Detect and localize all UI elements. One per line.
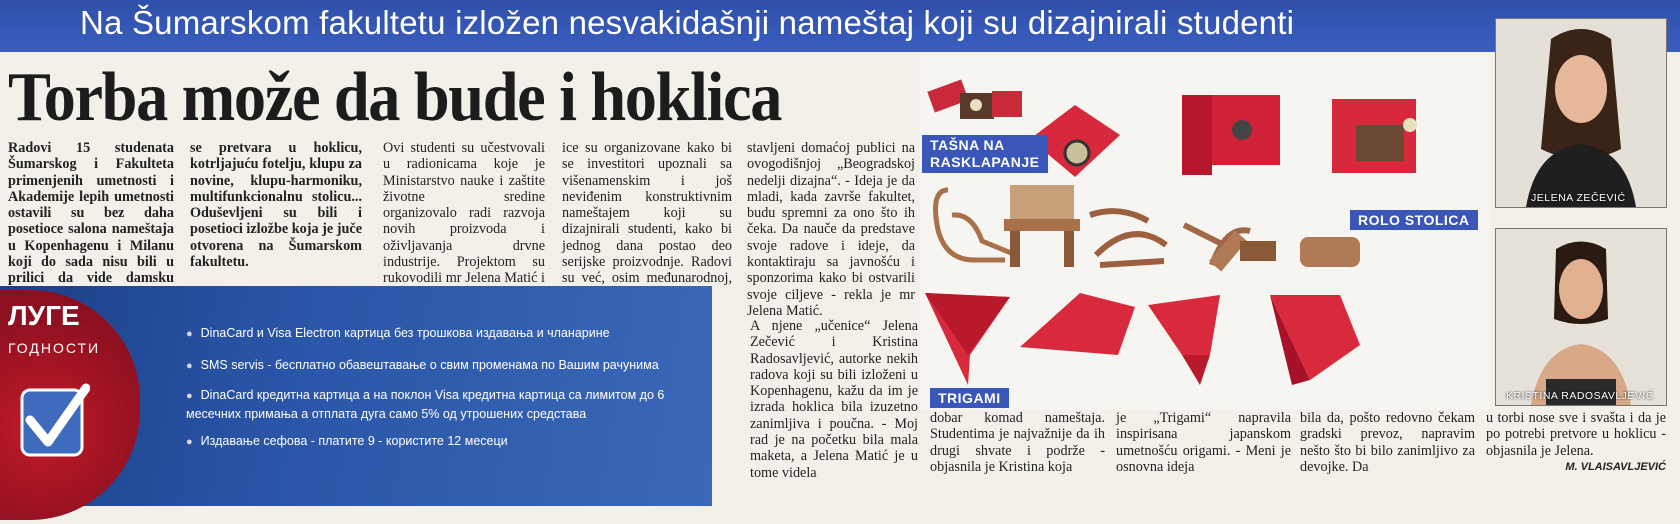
portrait-kristina — [1495, 228, 1667, 406]
article-column-8: bila da, pošto redovno čekam gradski prevoz, napravim nešto što bi bilo zanimljivo za devojke. Da — [1300, 410, 1475, 475]
person-photo — [1496, 229, 1666, 405]
furniture-photo-panel — [920, 55, 1490, 410]
ad-subtitle: ГОДНОСТИ — [8, 340, 101, 356]
trigami-image-4 — [1270, 295, 1360, 385]
banner-title: Na Šumarskom fakultetu izložen nesvakidašnji nameštaj koji su dizajnirali studenti — [80, 4, 1295, 41]
article-column-9 — [1486, 410, 1666, 475]
article-column-7: je „Trigami“ napravila inspirisana japanskom umetnošću origami. - Meni je osnovna ideja — [1116, 410, 1291, 475]
roll-stool-image — [1300, 237, 1360, 267]
ad-item-text: DinaCard и Visa Electron картица без трошкова издавања и чланарине — [200, 326, 610, 340]
ad-item — [186, 324, 706, 343]
article-column-2: se pretvara u hoklicu, kotrljajuću fotelju, klupu za novine, klupu-harmoniku, multifunkcionalnu stolicu... Oduševljeni su bili i posetioci izložbe koja je juče otvorena na Šumarskom fakultetu. — [190, 140, 362, 271]
label-bag: TAŠNA NA RASKLAPANJE — [922, 135, 1048, 173]
portrait-jelena — [1495, 18, 1667, 208]
rolo-chair-image — [1209, 231, 1276, 272]
bag-open-image — [1182, 95, 1280, 175]
label-trigami: TRIGAMI — [930, 388, 1009, 408]
slat-chair-image — [1004, 185, 1080, 267]
bullet-icon: ● — [186, 390, 193, 402]
trigami-image-1 — [925, 293, 1010, 385]
article-column-1: Radovi 15 studenata Šumarskog i Fakulteta primenjenih umetnosti i Akademije lepih umetnosti ostavili su bez daha posetioce salona nameštaja u Kopenhagenu i Milanu koji do sada nisu bili u prilici da vide damsku — [8, 140, 174, 287]
article-column-3: Ovi studenti su učestvovali u radionicama koje je Ministarstvo nauke i zaštite životne sredine organizovalo radi razvoja novih proizvoda i oživljavanja drvne industrije. Projektom su rukovodili mr Jelena Matić i — [383, 140, 545, 287]
article-column-5b: A njene „učenice“ Jelena Zečević i Kristina Radosavljević, autorke nekih radova koji su bili izloženi u Kopenhagenu, kažu da im je izrada hoklica bila izuzetno zanimljiva i poučna. - Moj rad je na početku bila mala maketa, a Jelena Matić je u tome videla — [750, 318, 918, 481]
checkmark-icon — [20, 380, 90, 460]
trigami-image-2 — [1020, 293, 1135, 355]
article-column-4: ice su organizovane kako bi se investitori upoznali sa višenamenskim i još neviđenim konstruktivnim nameštajem koji su dizajnirali studenti, kako bi jednog dana postao deo serijske proizvodnje. Radovi su već, osim međunarodnoj, — [562, 140, 732, 287]
label-rolo-chair: ROLO STOLICA — [1350, 210, 1478, 230]
caption-jelena: JELENA ZEČEVIĆ — [1531, 192, 1626, 204]
article-headline: Torba može da bude i hoklica — [8, 59, 782, 136]
trigami-image-3 — [1148, 295, 1220, 385]
ad-item-text: SMS servis - бесплатно обавештавање о свим променама по Вашим рачунима — [200, 358, 659, 372]
furniture-illustrations — [920, 55, 1490, 410]
curved-bench-image — [1090, 211, 1166, 265]
ad-item — [186, 432, 686, 451]
author-byline: M. VLAISAVLJEVIĆ — [1565, 460, 1666, 473]
bullet-icon: ● — [186, 436, 193, 448]
ad-item — [186, 356, 716, 375]
bag-stool-image — [1332, 99, 1417, 173]
ad-title: ЛУГЕ — [8, 300, 80, 331]
ad-item-text: DinaCard кредитна картица а на поклон Visa кредитна картица са лимитом до 6 месечних примања а отплата дуга само 5% од утрошених средстава — [186, 388, 665, 421]
caption-kristina: KRISTINA RADOSAVLJEVIĆ — [1506, 390, 1654, 402]
bag-unfolded-image — [927, 80, 1022, 119]
bullet-icon: ● — [186, 328, 193, 340]
rolling-chair-image — [936, 190, 1016, 260]
person-photo — [1496, 19, 1666, 207]
article-column-5: stavljeni domaćoj publici na ovogodišnjoj „Beogradskoj nedelji dizajna“. - Ideja je da mladi, kada završe fakultet, budu spremni za ono što ih čeka. Da nauče da predstave svoje radove i ideje, da kontaktiraju sa javnošću i sponzorima kako bi ostvarili svoje ciljeve - rekla je mr Jelena Matić. — [747, 140, 915, 319]
bullet-icon: ● — [186, 360, 193, 372]
article-column-6: dobar komad nameštaja. Studentima je najvažnije da ih drugi shvate i podrže - objasnila je Kristina koja — [930, 410, 1105, 475]
article-column-9-text: u torbi nose sve i svašta i da je po potrebi pretvore u hoklicu - objasnila je Jelena. — [1486, 410, 1666, 459]
ad-item — [186, 386, 686, 423]
ad-item-text: Издавање сефова - платите 9 - користите 12 месеци — [200, 434, 508, 448]
